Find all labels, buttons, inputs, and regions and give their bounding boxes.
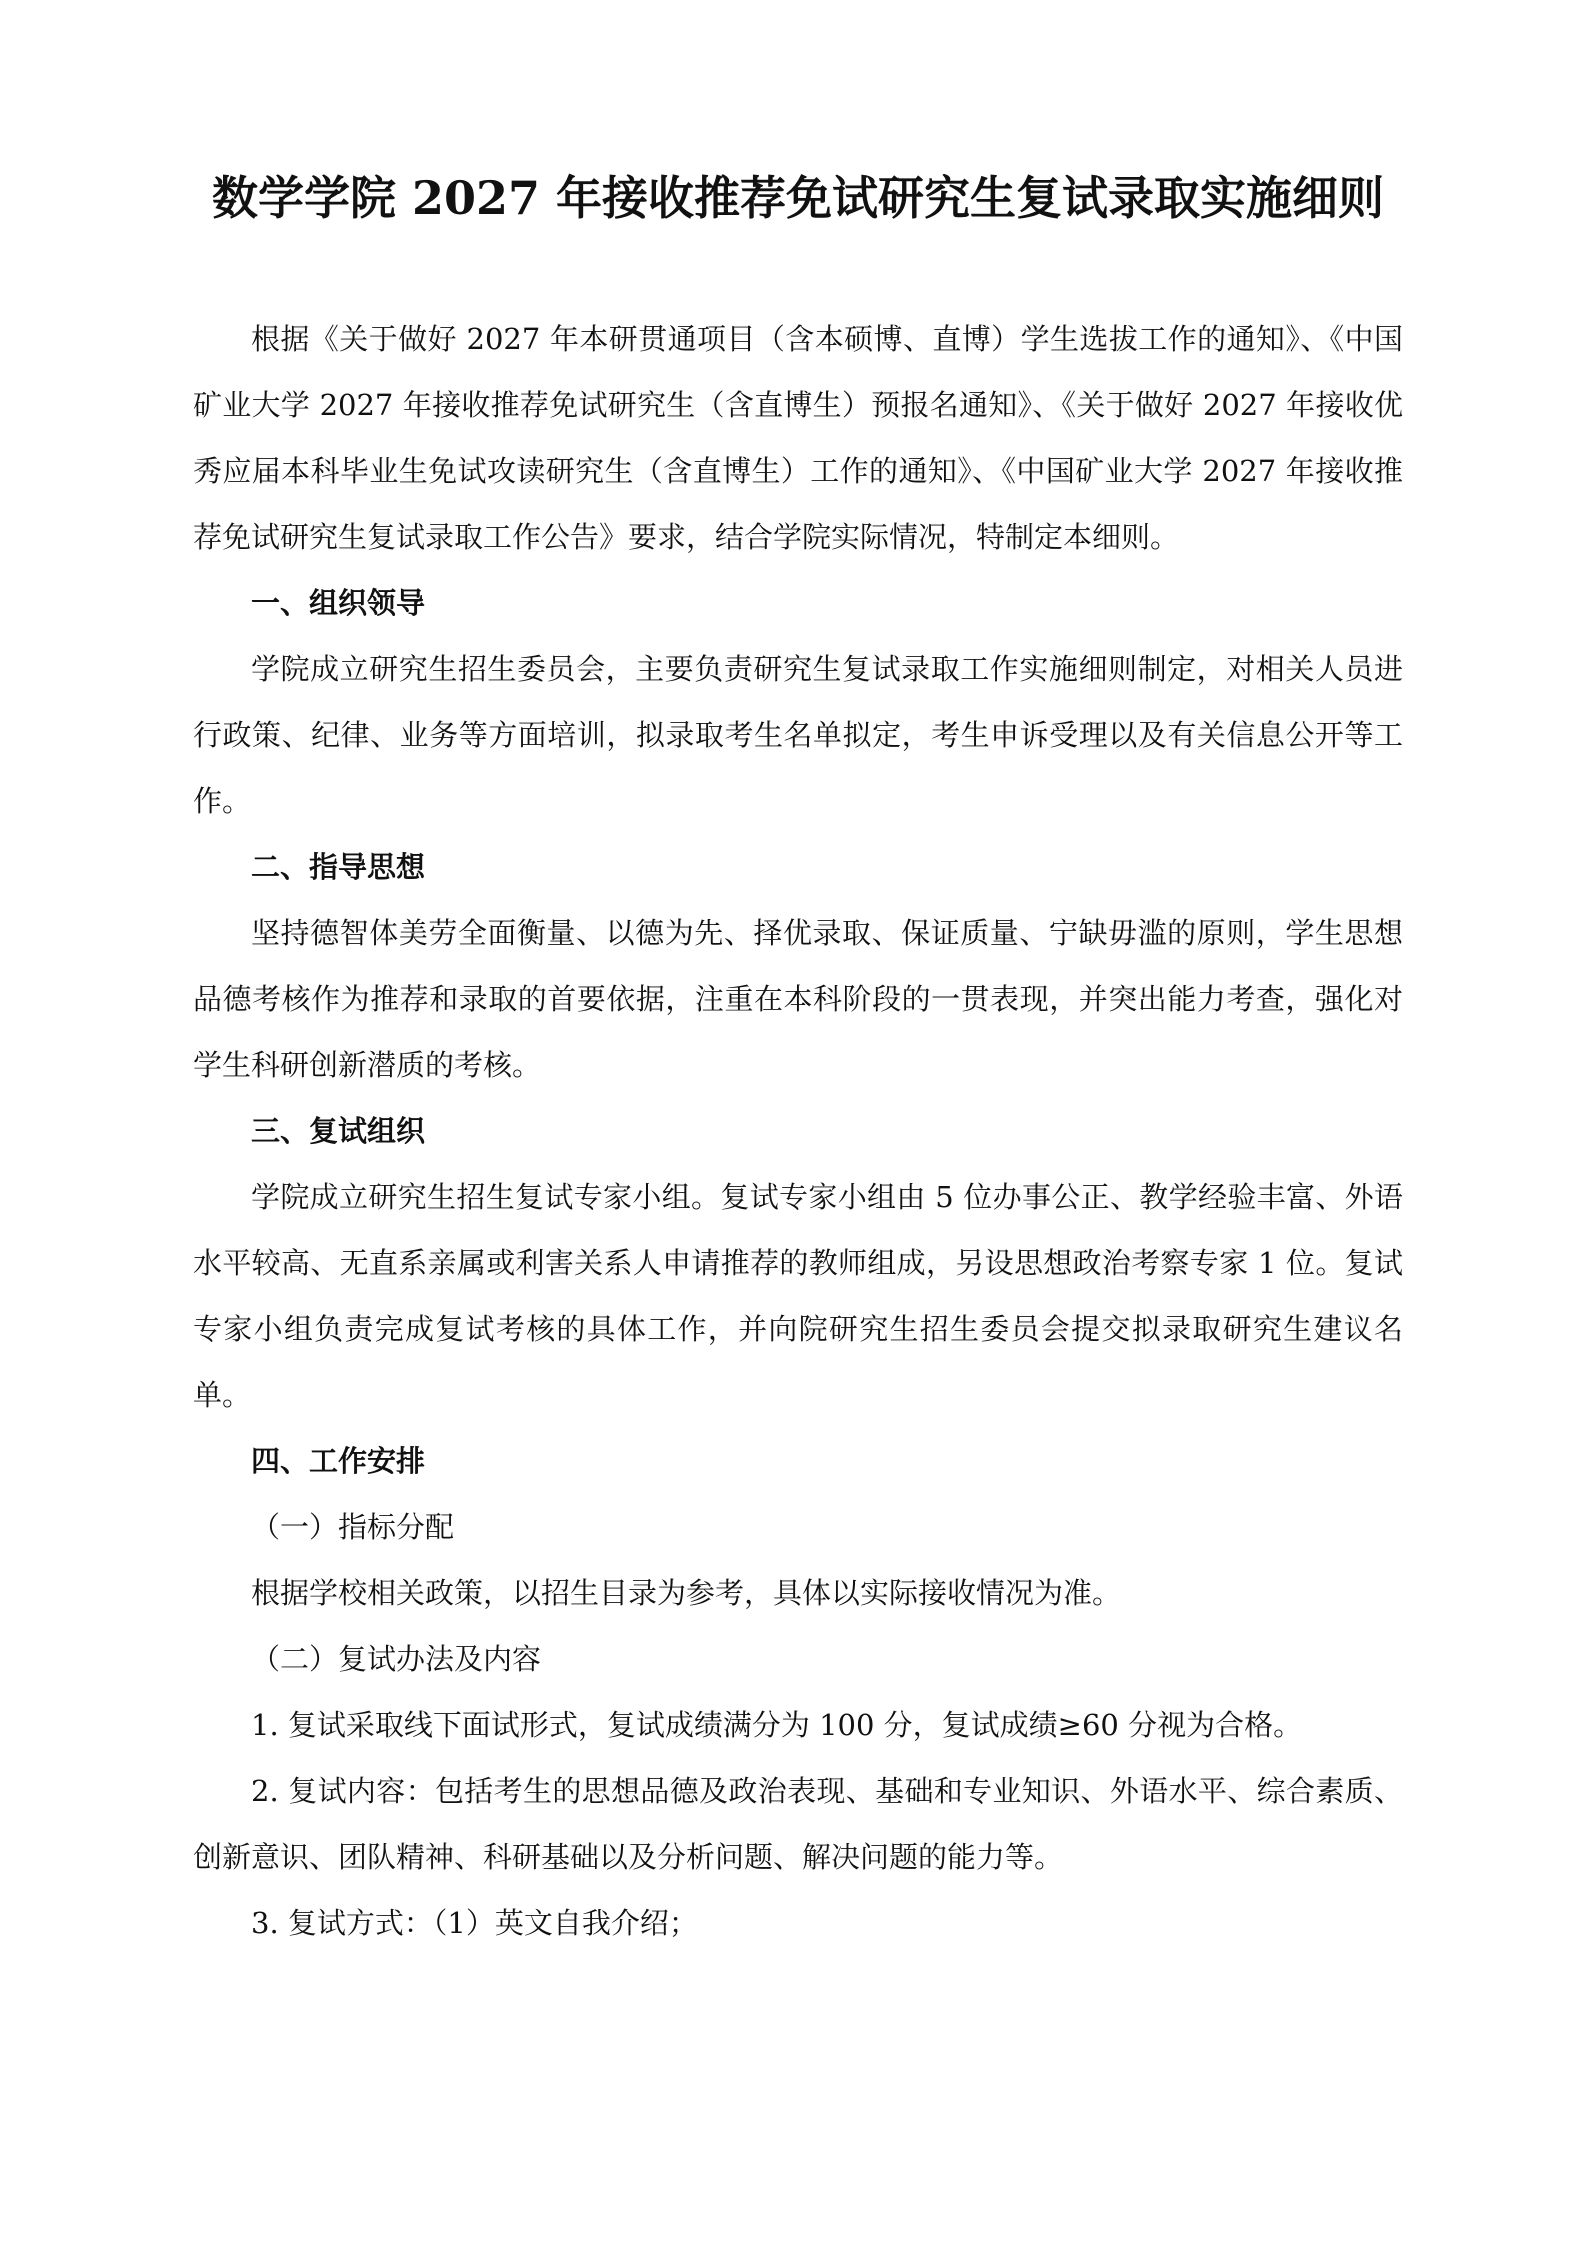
- section-heading-retest-organization: 三、复试组织: [251, 1114, 426, 1148]
- intro-paragraph: 根据《关于做好 2027 年本研贯通项目（含本硕博、直博）学生选拔工作的通知》、《中国矿业大学 2027 年接收推荐免试研究生（含直博生）预报名通知》、《关于做好 2027 年接收优秀应届本科毕业生免试攻读研究生（含直博生）工作的通知》、《中国矿业大学 2027 年接收推荐免试研究生复试录取工作公告》要求，结合学院实际情况，特制定本细则。: [193, 322, 1403, 554]
- section-heading-guiding-principle: 二、指导思想: [251, 850, 426, 884]
- section-heading-organization: 一、组织领导: [251, 586, 426, 620]
- document-title: 数学学院 2027 年接收推荐免试研究生复试录取实施细则: [211, 171, 1385, 225]
- section-body-retest-organization: 学院成立研究生招生复试专家小组。复试专家小组由 5 位办事公正、教学经验丰富、外语水平较高、无直系亲属或利害关系人申请推荐的教师组成，另设思想政治考察专家 1 位。复试专家小组负责完成复试考核的具体工作，并向院研究生招生委员会提交拟录取研究生建议名单。: [193, 1180, 1403, 1412]
- subsection-title-quota: （一）指标分配: [251, 1510, 455, 1544]
- subsection-title-retest-method: （二）复试办法及内容: [251, 1642, 542, 1676]
- subsection-body-quota: 根据学校相关政策，以招生目录为参考，具体以实际接收情况为准。: [251, 1576, 1122, 1610]
- section-body-organization: 学院成立研究生招生委员会，主要负责研究生复试录取工作实施细则制定，对相关人员进行政策、纪律、业务等方面培训，拟录取考生名单拟定，考生申诉受理以及有关信息公开等工作。: [193, 652, 1403, 818]
- section-body-guiding-principle: 坚持德智体美劳全面衡量、以德为先、择优录取、保证质量、宁缺毋滥的原则，学生思想品德考核作为推荐和录取的首要依据，注重在本科阶段的一贯表现，并突出能力考查，强化对学生科研创新潜质的考核。: [193, 916, 1403, 1082]
- list-item-retest-format: 1. 复试采取线下面试形式，复试成绩满分为 100 分，复试成绩≥60 分视为合格。: [251, 1708, 1303, 1742]
- document-body: [193, 168, 1403, 1956]
- list-item-retest-mode: 3. 复试方式：（1）英文自我介绍；: [251, 1906, 698, 1940]
- list-item-retest-content: 2. 复试内容：包括考生的思想品德及政治表现、基础和专业知识、外语水平、综合素质、创新意识、团队精神、科研基础以及分析问题、解决问题的能力等。: [193, 1774, 1403, 1874]
- section-heading-work-arrangement: 四、工作安排: [251, 1444, 426, 1478]
